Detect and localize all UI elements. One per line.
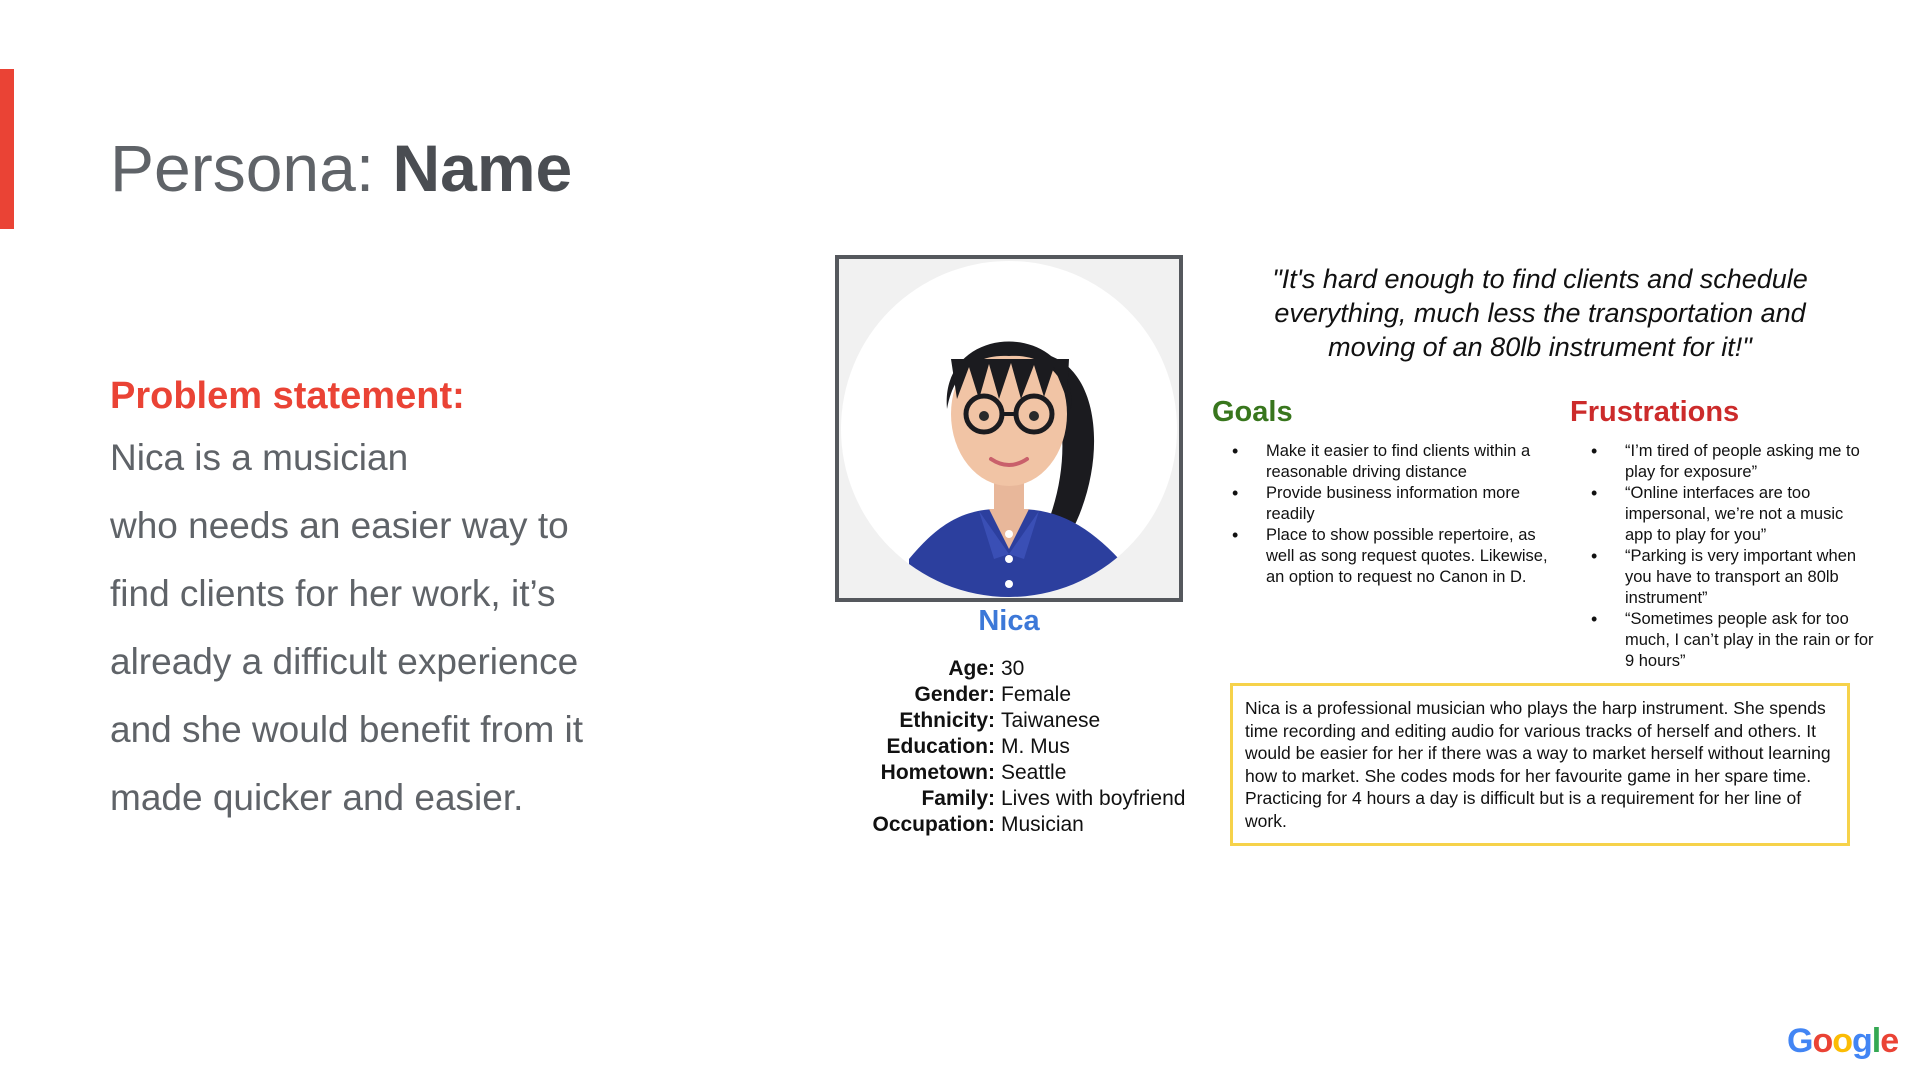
frustration-item: • “Online interfaces are too impersonal, we’re not a music app to play for you” <box>1585 483 1875 546</box>
detail-label: Hometown: <box>880 761 995 784</box>
problem-line: already a difficult experience <box>110 641 579 682</box>
detail-row-occupation <box>830 812 1230 838</box>
persona-avatar-illustration <box>839 259 1179 598</box>
detail-label: Family: <box>921 787 995 810</box>
persona-portrait <box>835 255 1183 602</box>
slide-title-prefix: Persona: <box>110 131 393 205</box>
goal-item: • Provide business information more readily <box>1226 483 1561 525</box>
detail-row-family <box>830 786 1230 812</box>
detail-value: Seattle <box>1001 761 1067 784</box>
detail-label: Occupation: <box>872 813 995 836</box>
problem-statement <box>110 368 670 832</box>
detail-row-age <box>830 656 1230 682</box>
frustrations-list <box>1585 441 1875 672</box>
detail-value: Female <box>1001 683 1072 706</box>
problem-line: made quicker and easier. <box>110 777 524 818</box>
detail-label: Ethnicity: <box>899 709 995 732</box>
persona-bio: Nica is a professional musician who plays the harp instrument. She spends time recording and editing audio for various tracks of herself and others. It would be easier for her if there was a way to market herself without learning how to market. She codes mods for her favourite game in her spare time. Practicing for 4 hours a day is difficult but is a requirement for her line of work. <box>1230 683 1850 846</box>
detail-row-ethnicity <box>830 708 1230 734</box>
detail-value: M. Mus <box>1001 735 1070 758</box>
problem-heading: Problem statement: <box>110 375 465 417</box>
logo-letter: o <box>1812 1022 1833 1060</box>
frustration-item: • “Sometimes people ask for too much, I can’t play in the rain or for 9 hours” <box>1585 609 1875 672</box>
logo-letter: o <box>1832 1022 1853 1060</box>
detail-label: Education: <box>886 735 995 758</box>
detail-value: 30 <box>1001 657 1025 680</box>
detail-row-education <box>830 734 1230 760</box>
logo-letter: l <box>1871 1022 1881 1060</box>
frustration-item: • “Parking is very important when you have to transport an 80lb instrument” <box>1585 546 1875 609</box>
goals-list <box>1226 441 1561 588</box>
problem-line: Nica is a musician <box>110 437 409 478</box>
slide-title <box>110 128 572 208</box>
detail-value: Lives with boyfriend <box>1001 787 1186 810</box>
logo-letter: g <box>1852 1022 1872 1060</box>
detail-row-hometown <box>830 760 1230 786</box>
problem-line: find clients for her work, it’s <box>110 573 556 614</box>
goals-heading: Goals <box>1212 396 1293 428</box>
detail-label: Age: <box>948 657 995 680</box>
frustrations-heading: Frustrations <box>1570 396 1740 428</box>
detail-label: Gender: <box>914 683 995 706</box>
logo-letter: G <box>1787 1022 1813 1060</box>
google-logo <box>1787 1022 1898 1061</box>
frustration-item: • “I’m tired of people asking me to play for exposure” <box>1585 441 1875 483</box>
goal-item: • Make it easier to find clients within a reasonable driving distance <box>1226 441 1561 483</box>
problem-line: and she would benefit from it <box>110 709 584 750</box>
problem-line: who needs an easier way to <box>110 505 569 546</box>
persona-quote: "It's hard enough to find clients and schedule everything, much less the transportation and moving of an 80lb instrument for it!" <box>1272 264 1808 362</box>
persona-name: Nica <box>978 605 1040 637</box>
slide-title-name: Name <box>392 131 573 205</box>
logo-letter: e <box>1880 1022 1899 1060</box>
detail-row-gender <box>830 682 1230 708</box>
detail-value: Taiwanese <box>1001 709 1101 732</box>
detail-value: Musician <box>1001 813 1084 836</box>
persona-details <box>830 656 1230 838</box>
goal-item: • Place to show possible repertoire, as well as song request quotes. Likewise, an option to request no Canon in D. <box>1226 525 1561 588</box>
accent-bar <box>0 69 14 229</box>
